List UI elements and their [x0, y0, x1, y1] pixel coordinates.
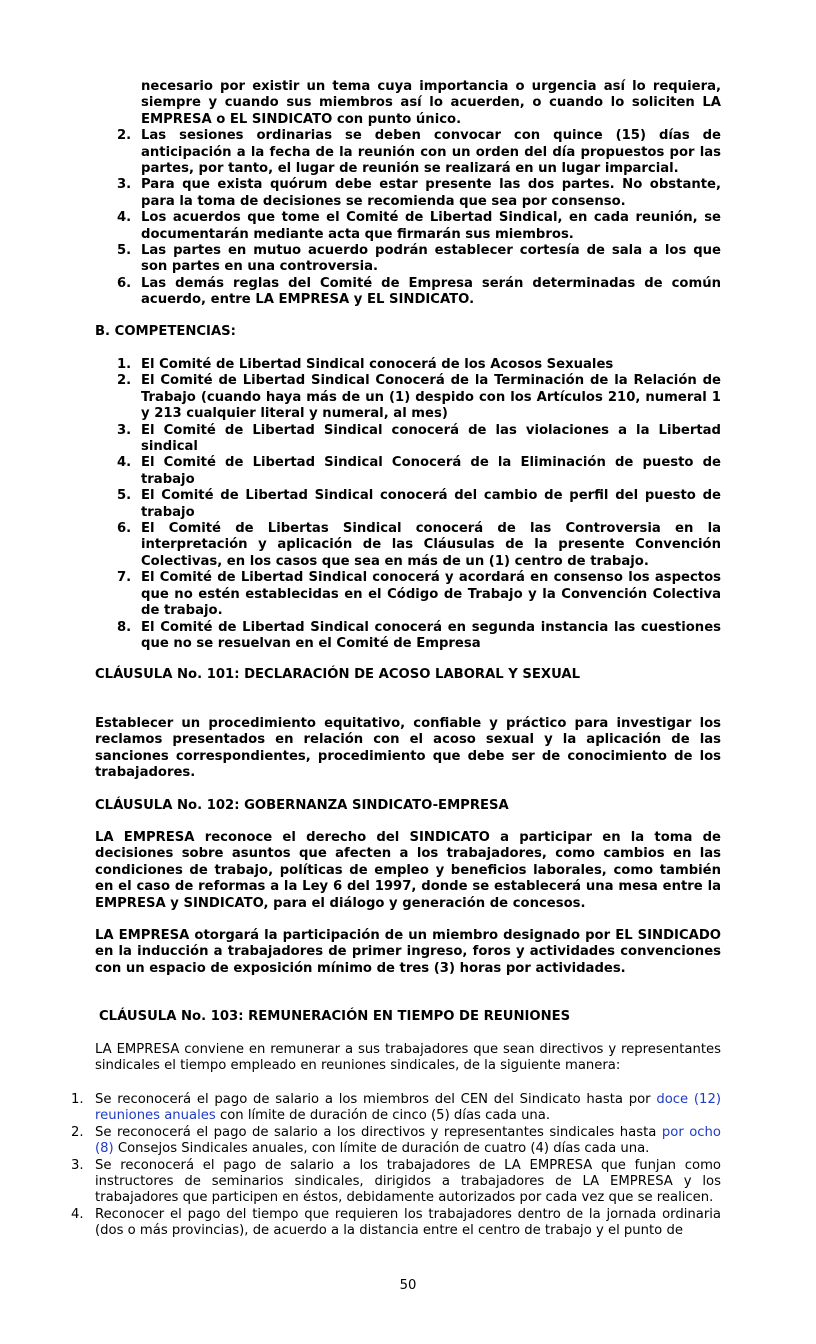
link-text: doce (12) reuniones anuales [95, 1092, 721, 1124]
list-item: 4. Los acuerdos que tome el Comité de Libertad Sindical, en cada reunión, se documentarán mediante acta que firmarán sus miembros. [117, 210, 721, 242]
list-item: 2. Las sesiones ordinarias se deben convocar con quince (15) días de anticipación a la fecha de la reunión con un orden del día propuestos por las partes, por tanto, el lugar de reunión se realizará en un lugar imparcial. [117, 128, 721, 177]
list-item: 1. Se reconocerá el pago de salario a los miembros del CEN del Sindicato hasta por doce (12) reuniones anuales con límite de duración de cinco (5) días cada una. [71, 1092, 721, 1124]
clausula-102-heading: CLÁUSULA No. 102: GOBERNANZA SINDICATO-EMPRESA [95, 798, 509, 813]
clausula-101-body: Establecer un procedimiento equitativo, confiable y práctico para investigar los reclamos presentados en relación con el acoso sexual y la aplicación de las sanciones correspondientes, procedimiento que debe ser de conocimiento de los trabajadores. [95, 716, 721, 781]
list-item: 2. Se reconocerá el pago de salario a los directivos y representantes sindicales hasta por ocho (8) Consejos Sindicales anuales, con límite de duración de cuatro (4) días cada una. [71, 1124, 721, 1157]
list-item: 2. El Comité de Libertad Sindical Conocerá de la Terminación de la Relación de Trabajo (cuando haya más de un (1) despido con los Artículos 210, numeral 1 y 213 cualquier literal y numeral, al mes) [117, 373, 721, 422]
competencias-heading: B. COMPETENCIAS: [95, 324, 236, 339]
clausula-103-heading: CLÁUSULA No. 103: REMUNERACIÓN EN TIEMPO DE REUNIONES [99, 1009, 571, 1024]
continuation-intro: necesario por existir un tema cuya importancia o urgencia así lo requiera, siempre y cuando sus miembros así lo acuerden, o cuando lo soliciten LA EMPRESA o EL SINDICATO con punto único. [141, 79, 721, 127]
continuation-list [117, 128, 721, 308]
list-item: 4. Reconocer el pago del tiempo que requieren los trabajadores dentro de la jornada ordinaria (dos o más provincias), de acuerdo a la distancia entre el centro de trabajo y el punto de [71, 1206, 721, 1239]
list-item: 4. El Comité de Libertad Sindical Conocerá de la Eliminación de puesto de trabajo [117, 455, 721, 487]
list-item: 3. Se reconocerá el pago de salario a los trabajadores de LA EMPRESA que funjan como instructores de seminarios sindicales, dirigidos a trabajadores de LA EMPRESA y los trabajadores que participen en éstos, debidamente autorizados por cada vez que se realicen. [71, 1157, 721, 1206]
list-item: 5. El Comité de Libertad Sindical conocerá del cambio de perfil del puesto de trabajo [117, 488, 721, 520]
continuation-block [117, 79, 721, 309]
list-item: 8. El Comité de Libertad Sindical conocerá en segunda instancia las cuestiones que no se resuelvan en el Comité de Empresa [117, 619, 721, 651]
clausula-102-paragraph-1: LA EMPRESA reconoce el derecho del SINDICATO a participar en la toma de decisiones sobre asuntos que afecten a los trabajadores, como cambios en las condiciones de trabajo, políticas de empleo y beneficios laborales, como también en el caso de reformas a la Ley 6 del 1997, donde se establecerá una mesa entre la EMPRESA y SINDICATO, para el diálogo y generación de concesos. [95, 830, 721, 911]
list-item: 6. Las demás reglas del Comité de Empresa serán determinadas de común acuerdo, entre LA EMPRESA y EL SINDICATO. [117, 275, 721, 308]
list-item: 6. El Comité de Libertas Sindical conocerá de las Controversia en la interpretación y aplicación de las Cláusulas de la presente Convención Colectivas, en los casos que sea en más de un (1) centro de trabajo. [117, 521, 721, 569]
list-item: 3. Para que exista quórum debe estar presente las dos partes. No obstante, para la toma de decisiones se recomienda que sea por consenso. [117, 177, 721, 209]
page-number: 50 [399, 1278, 417, 1293]
clausula-103-list [71, 1092, 721, 1240]
competencias-block [117, 357, 721, 652]
clausula-102-paragraph-2: LA EMPRESA otorgará la participación de un miembro designado por EL SINDICADO en la inducción a trabajadores de primer ingreso, foros y actividades convenciones con un espacio de exposición mínimo de tres (3) horas por actividades. [95, 928, 721, 976]
list-item: 7. El Comité de Libertad Sindical conocerá y acordará en consenso los aspectos que no estén establecidas en el Código de Trabajo y la Convención Colectiva de trabajo. [117, 570, 721, 619]
clausula-101-heading: CLÁUSULA No. 101: DECLARACIÓN DE ACOSO LABORAL Y SEXUAL [95, 667, 581, 682]
remuneracion-list [71, 1092, 721, 1240]
list-item: 3. El Comité de Libertad Sindical conocerá de las violaciones a la Libertad sindical [117, 422, 721, 455]
list-item: 5. Las partes en mutuo acuerdo podrán establecer cortesía de sala a los que son partes en una controversia. [117, 243, 721, 275]
link-text: por ocho (8) [95, 1124, 721, 1157]
list-item: 1. El Comité de Libertad Sindical conocerá de los Acosos Sexuales [117, 357, 614, 372]
clausula-103-intro: LA EMPRESA conviene en remunerar a sus trabajadores que sean directivos y representantes sindicales el tiempo empleado en reuniones sindicales, de la siguiente manera: [95, 1042, 721, 1074]
competencias-list [117, 357, 721, 652]
